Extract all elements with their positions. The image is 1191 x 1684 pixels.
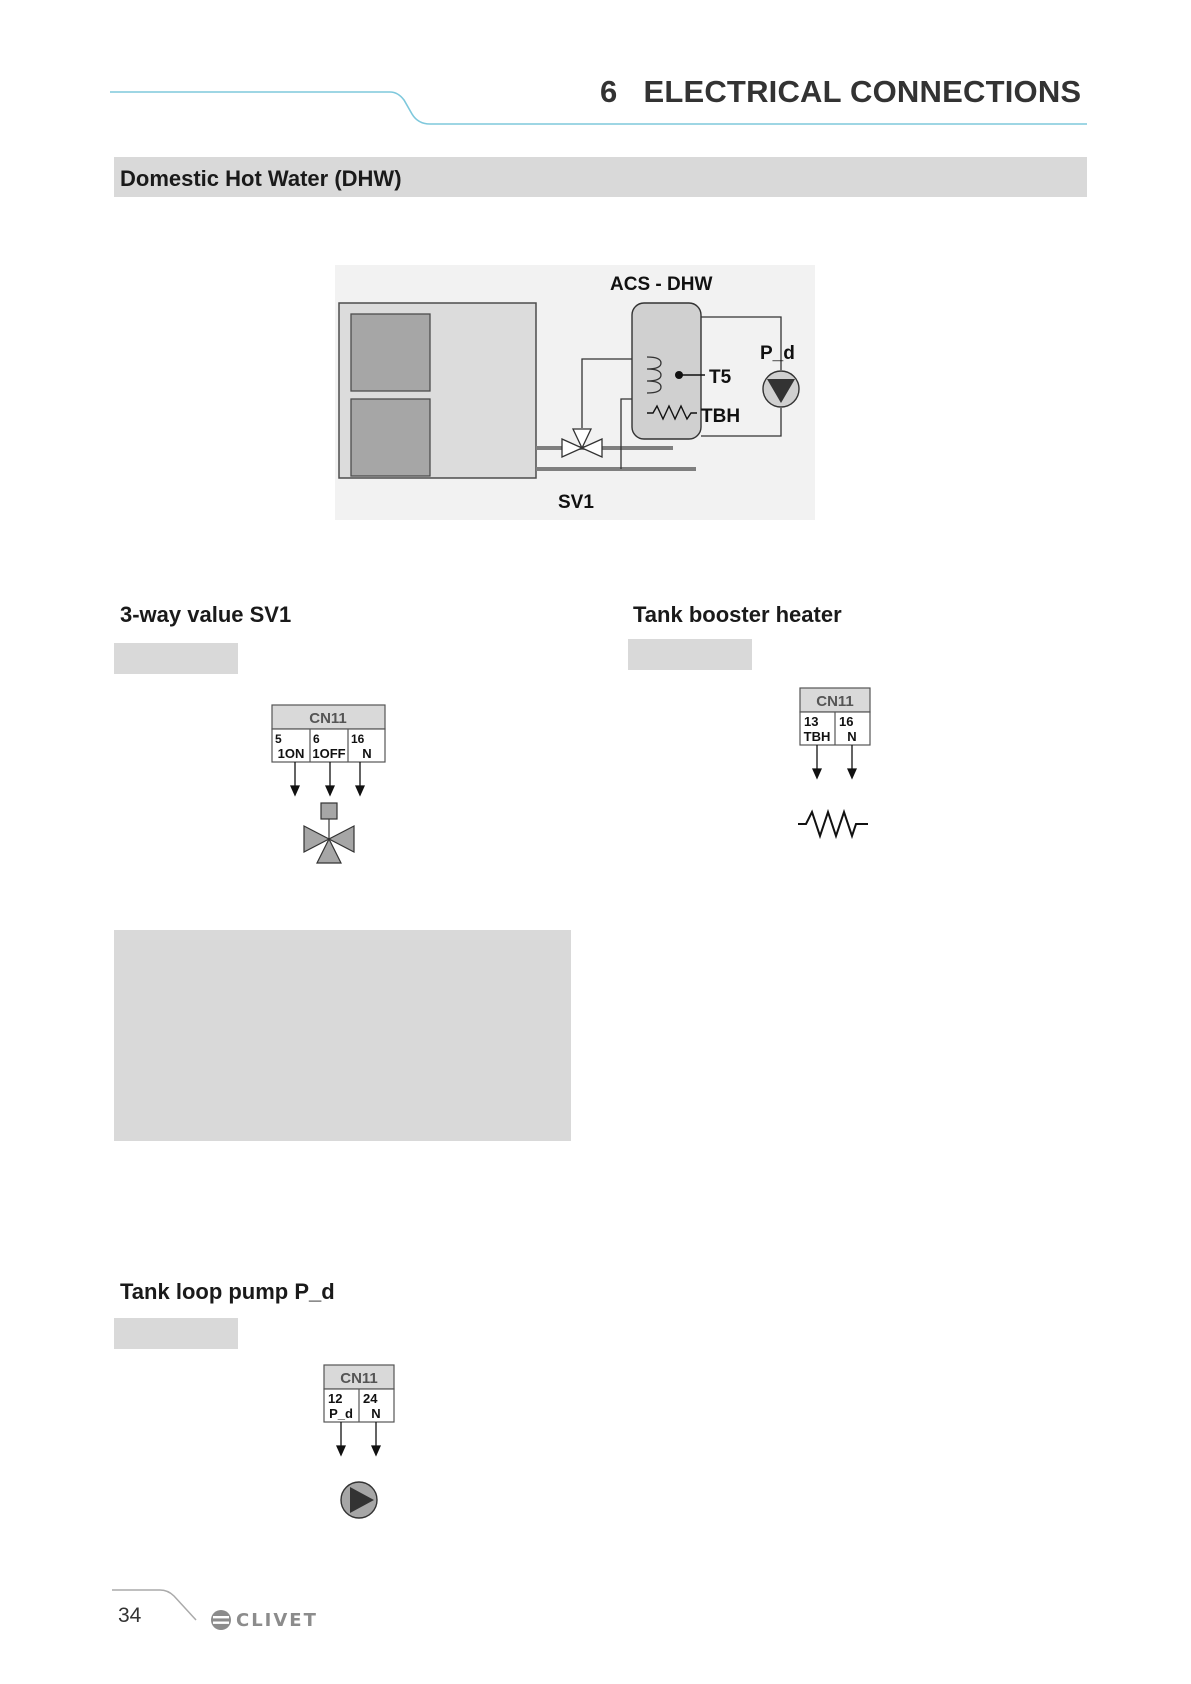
chapter-number: 6 (600, 74, 618, 109)
dhw-system-diagram (335, 265, 815, 520)
heater-connector-name: CN11 (816, 693, 854, 710)
page-number: 34 (118, 1604, 142, 1627)
gray-content-panel (114, 930, 571, 1141)
valve-wiring-diagram (268, 703, 398, 866)
heater-resistor-icon (798, 812, 868, 836)
brand-logo (210, 1609, 318, 1631)
valve-block-title: 3-way value SV1 (120, 602, 292, 627)
pump-pin-label: N (371, 1406, 381, 1421)
pump-pin-number: 12 (328, 1391, 343, 1406)
tank-label: ACS - DHW (610, 274, 713, 295)
pump-icon (341, 1482, 377, 1518)
chapter-title: ELECTRICAL CONNECTIONS (643, 74, 1082, 109)
valve-wire-arrows (291, 762, 364, 795)
pump-block-title: Tank loop pump P_d (120, 1279, 335, 1304)
pump-connector-name: CN11 (340, 1370, 378, 1387)
valve-pin-label: 1ON (277, 746, 305, 761)
sv1-label: SV1 (558, 492, 594, 513)
pump-pin-number: 24 (363, 1391, 378, 1406)
valve-pin-number: 6 (313, 732, 320, 746)
valve-pin-label: 1OFF (312, 746, 346, 761)
header-rule (0, 0, 1191, 140)
pump-block-tab (114, 1318, 238, 1349)
pump-label: P_d (760, 343, 795, 364)
valve-connector-name: CN11 (309, 710, 347, 727)
valve-pin-number: 16 (351, 732, 365, 746)
heater-pin-label: TBH (803, 729, 831, 744)
heater-block-title: Tank booster heater (633, 602, 842, 627)
chapter-heading (600, 74, 1081, 110)
heater-pin-label: N (847, 729, 857, 744)
pump-wire-arrows (337, 1422, 380, 1455)
valve-pin-number: 5 (275, 732, 282, 746)
heater-pin-number: 16 (839, 714, 854, 729)
dhw-tank (632, 303, 701, 439)
pump-pin-label: P_d (329, 1406, 353, 1421)
valve-actuator-icon (304, 803, 354, 863)
heat-pump-unit (339, 303, 536, 478)
pump-p-d-icon (763, 371, 799, 407)
valve-block-tab (114, 643, 238, 674)
heater-wire-arrows (813, 745, 856, 778)
heater-wiring-diagram (796, 686, 876, 846)
t5-label: T5 (709, 367, 732, 388)
heater-block-tab (628, 639, 752, 670)
brand-name: CLIVET (236, 1609, 318, 1631)
valve-pin-label: N (362, 746, 372, 761)
section-title: Domestic Hot Water (DHW) (120, 166, 402, 191)
tbh-label: TBH (701, 406, 741, 427)
heater-pin-number: 13 (804, 714, 819, 729)
pump-wiring-diagram (320, 1363, 400, 1523)
brand-mark-icon (210, 1609, 232, 1631)
